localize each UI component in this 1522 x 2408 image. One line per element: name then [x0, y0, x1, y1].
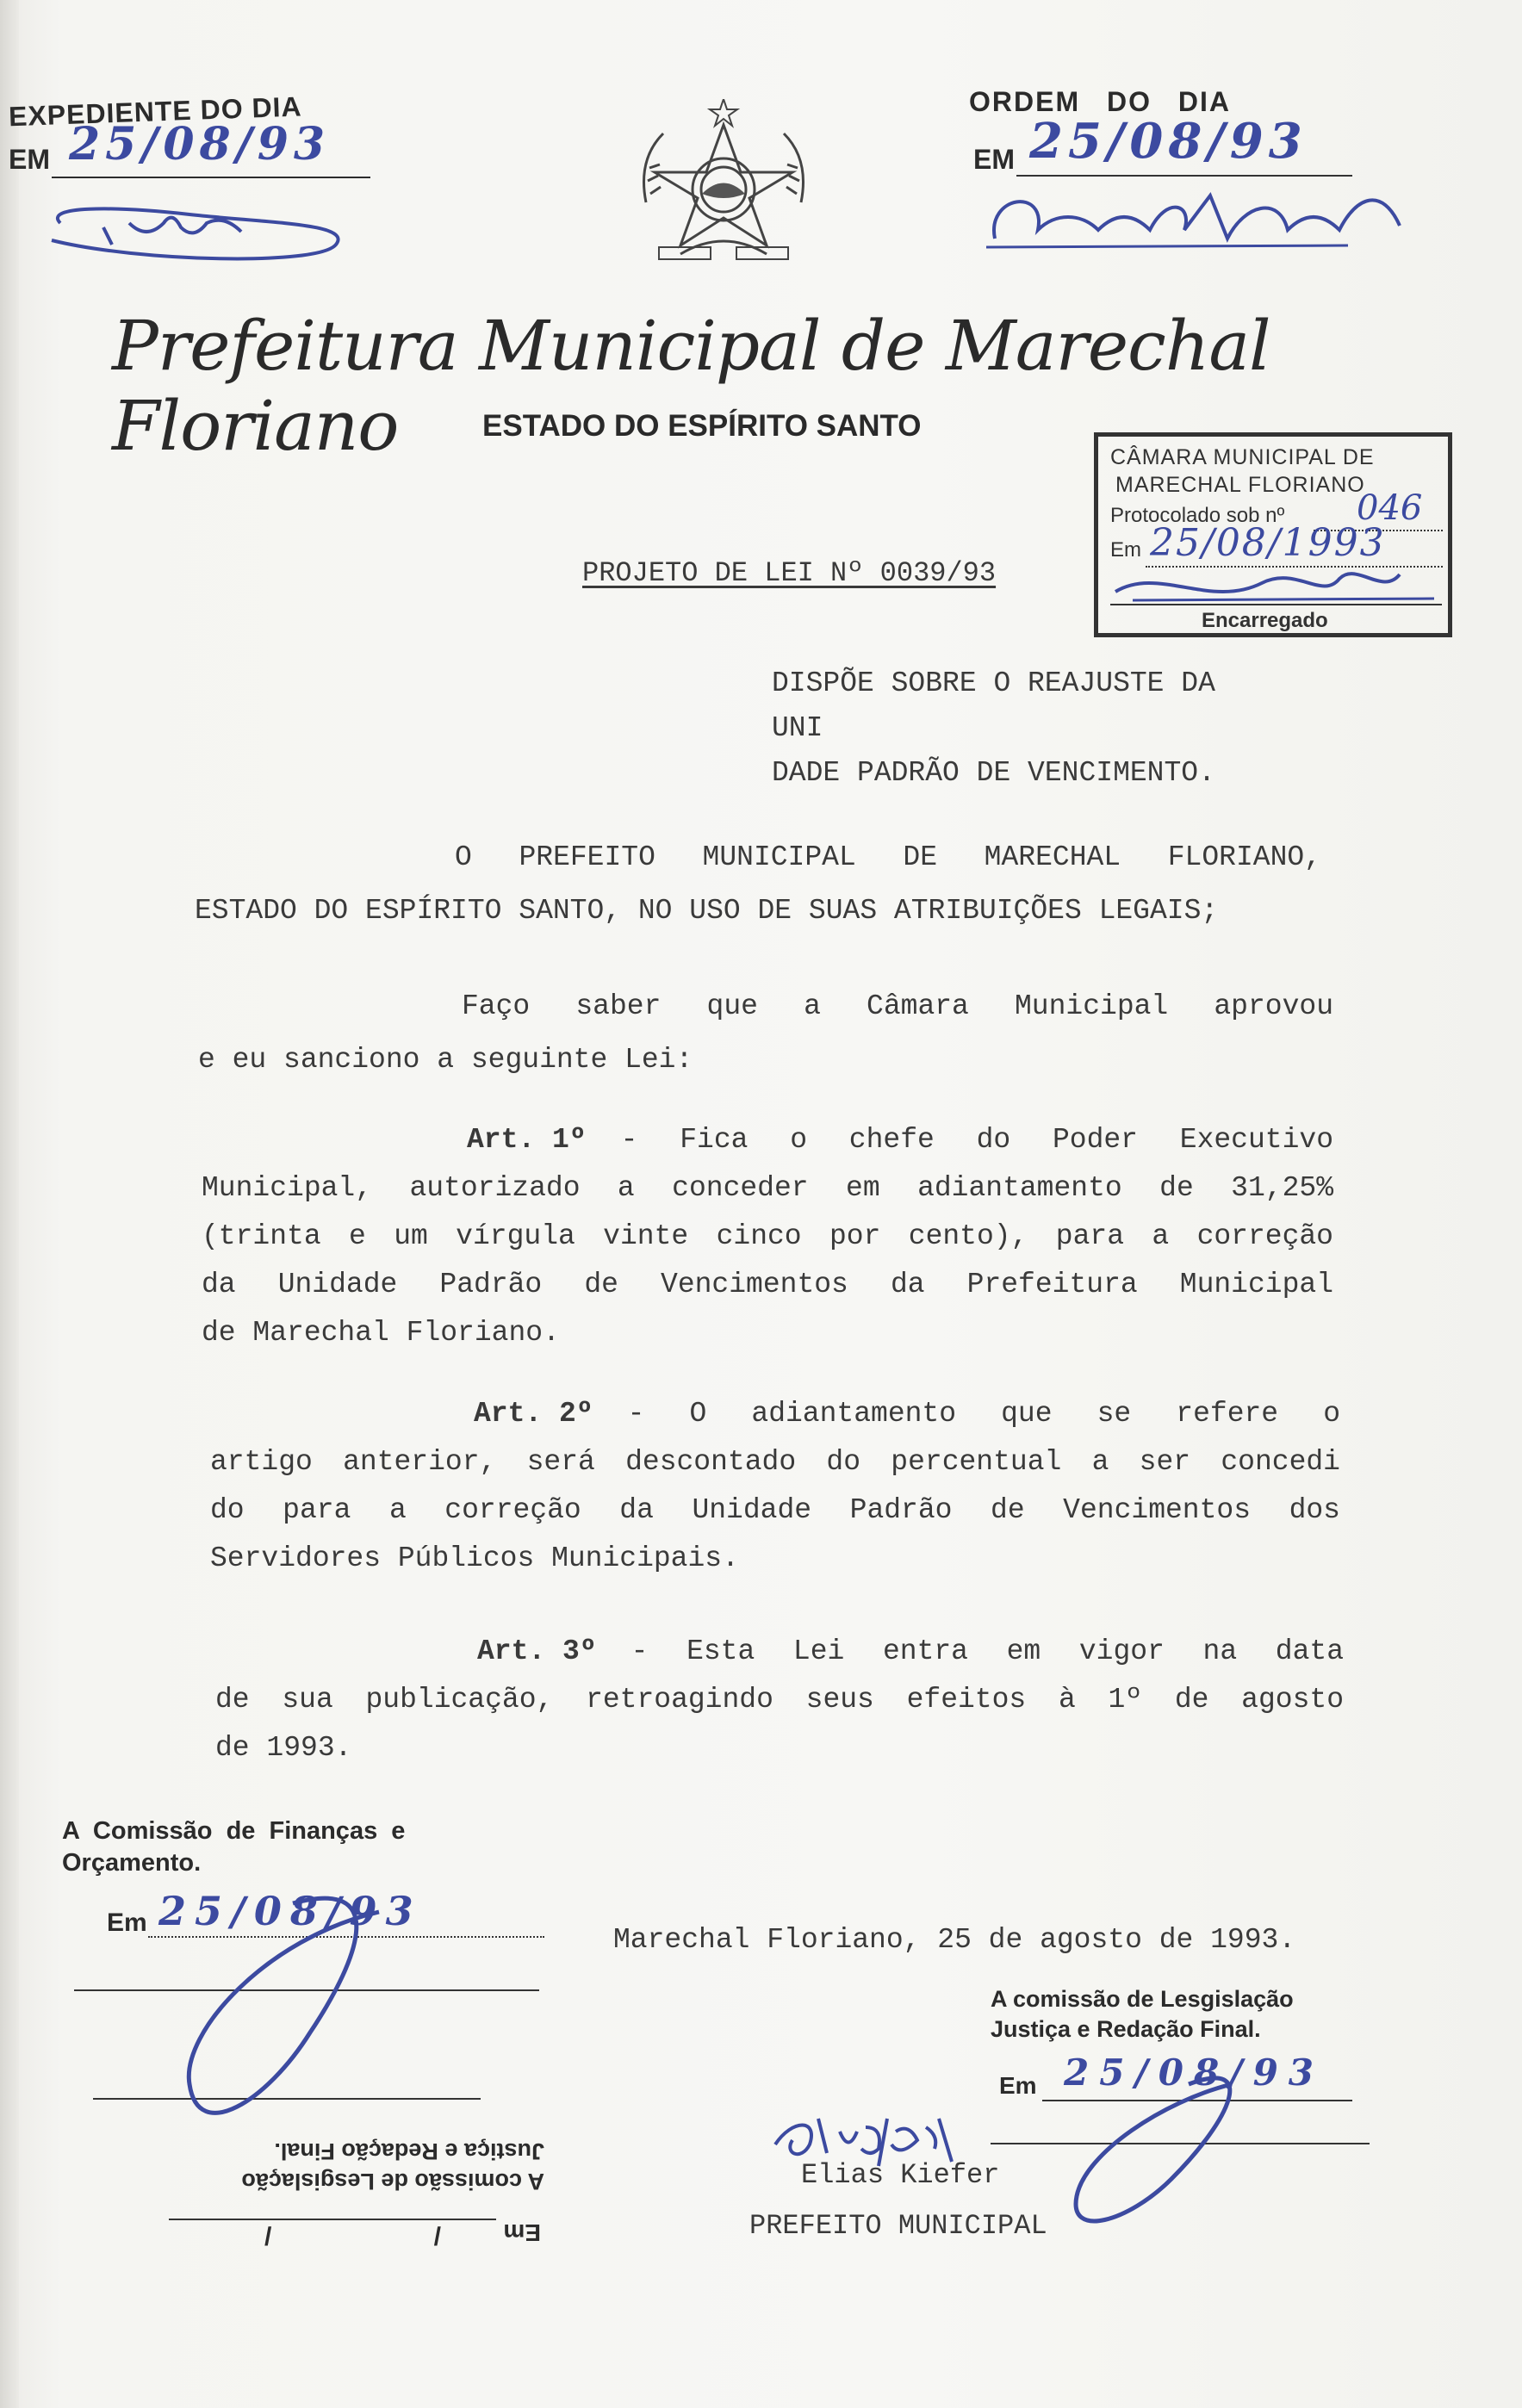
page-edge: [0, 0, 19, 2408]
article-3-line-3: de 1993.: [215, 1732, 352, 1764]
article-3: [215, 1628, 1344, 1772]
stamp-upside-down-line2: Justiça e Redação Final.: [274, 2138, 544, 2164]
intro-line-1: Faço saber que a Câmara Municipal aprovou: [462, 990, 1333, 1022]
camara-stamp-protocol-number: 046: [1357, 488, 1423, 528]
article-1-label: Art. 1º: [467, 1124, 587, 1156]
stamp-ordem: [969, 86, 1451, 256]
preamble-line-1: O PREFEITO MUNICIPAL DE MARECHAL FLORIANO,: [455, 841, 1321, 873]
camara-stamp-date: 25/08/1993: [1150, 521, 1386, 565]
stamp-expediente-em: EM: [9, 144, 50, 175]
stamp-ordem-date: 25/08/93: [1029, 113, 1308, 170]
stamp-expediente: [8, 90, 370, 266]
camara-stamp-protocol-label: Protocolado sob nº: [1110, 504, 1285, 527]
article-2-label: Art. 2º: [474, 1398, 593, 1430]
letterhead-title: Prefeitura Municipal de Marechal Floriano: [112, 306, 1270, 466]
ementa: [772, 661, 1254, 796]
signatory-title: PREFEITO MUNICIPAL: [749, 2210, 1047, 2242]
article-2: [210, 1390, 1340, 1583]
document-heading: PROJETO DE LEI Nº 0039/93: [582, 557, 997, 589]
article-2-line-2: artigo anterior, será descontado do percentual a ser concedi: [210, 1446, 1340, 1478]
article-2-line-3: do para a correção da Unidade Padrão de Vencimentos dos: [210, 1494, 1340, 1526]
stamp-expediente-label: EXPEDIENTE DO DIA: [8, 90, 303, 133]
article-1-line-1: - Fica o chefe do Poder Executivo: [620, 1124, 1333, 1156]
article-1-line-5: de Marechal Floriano.: [202, 1317, 560, 1349]
stamp-financas-date: 25/08/93: [158, 1888, 422, 1934]
stamp-upside-down-date: / /: [186, 2221, 441, 2250]
financas-signature: [164, 1886, 422, 2144]
camara-stamp-footer: Encarregado: [1202, 609, 1328, 632]
date-line: Marechal Floriano, 25 de agosto de 1993.: [613, 1924, 1296, 1956]
stamp-expediente-date: 25/08/93: [69, 118, 331, 171]
preamble: [195, 831, 1321, 938]
intro-line-2: e eu sanciono a seguinte Lei:: [198, 1044, 693, 1076]
stamp-upside-down: [96, 2138, 544, 2255]
stamp-ordem-label: ORDEM DO DIA: [969, 86, 1231, 117]
ementa-line-1: DISPÕE SOBRE O REAJUSTE DA UNI: [772, 667, 1215, 744]
article-3-label: Art. 3º: [477, 1635, 597, 1667]
stamp-financas-line1: A Comissão de Finanças e: [62, 1817, 406, 1845]
coat-of-arms-emblem: [629, 99, 818, 271]
intro: [198, 980, 1333, 1087]
camara-stamp-line1: CÂMARA MUNICIPAL DE: [1110, 445, 1375, 469]
ementa-line-2: DADE PADRÃO DE VENCIMENTO.: [772, 757, 1215, 789]
stamp-legislacao-line2: Justiça e Redação Final.: [991, 2016, 1261, 2042]
camara-stamp-line2: MARECHAL FLORIANO: [1115, 473, 1365, 497]
stamp-legislacao-line1: A comissão de Lesgislação: [991, 1986, 1294, 2012]
stamp-financas-em: Em: [107, 1908, 147, 1937]
stamp-legislacao-date: 25/08/93: [1064, 2051, 1325, 2094]
camara-protocol-stamp: [1094, 432, 1452, 637]
article-2-line-4: Servidores Públicos Municipais.: [210, 1542, 739, 1574]
camara-stamp-em-label: Em: [1110, 538, 1141, 562]
article-1: [202, 1116, 1333, 1357]
stamp-legislacao-em: Em: [999, 2072, 1037, 2099]
preamble-line-2: ESTADO DO ESPÍRITO SANTO, NO USO DE SUAS ATRIBUIÇÕES LEGAIS;: [195, 895, 1219, 927]
stamp-upside-down-line1: A comissão de Lesgislação: [241, 2169, 544, 2194]
legislacao-signature: [1059, 2067, 1249, 2239]
article-1-line-3: (trinta e um vírgula vinte cinco por cento), para a correção: [202, 1220, 1333, 1252]
article-3-line-1: - Esta Lei entra em vigor na data: [631, 1635, 1344, 1667]
article-2-line-1: - O adiantamento que se refere o: [627, 1398, 1340, 1430]
camara-stamp-signature: [1107, 557, 1451, 609]
signatory-name: Elias Kiefer: [801, 2159, 1000, 2191]
letterhead-subtitle: ESTADO DO ESPÍRITO SANTO: [482, 409, 922, 443]
stamp-ordem-em: EM: [973, 144, 1015, 175]
article-1-line-2: Municipal, autorizado a conceder em adiantamento de 31,25%: [202, 1172, 1333, 1204]
article-3-line-2: de sua publicação, retroagindo seus efeitos à 1º de agosto: [215, 1684, 1344, 1716]
stamp-financas-line2: Orçamento.: [62, 1849, 202, 1877]
stamp-upside-down-em: Em: [503, 2219, 541, 2246]
article-1-line-4: da Unidade Padrão de Vencimentos da Prefeitura Municipal: [202, 1269, 1333, 1300]
